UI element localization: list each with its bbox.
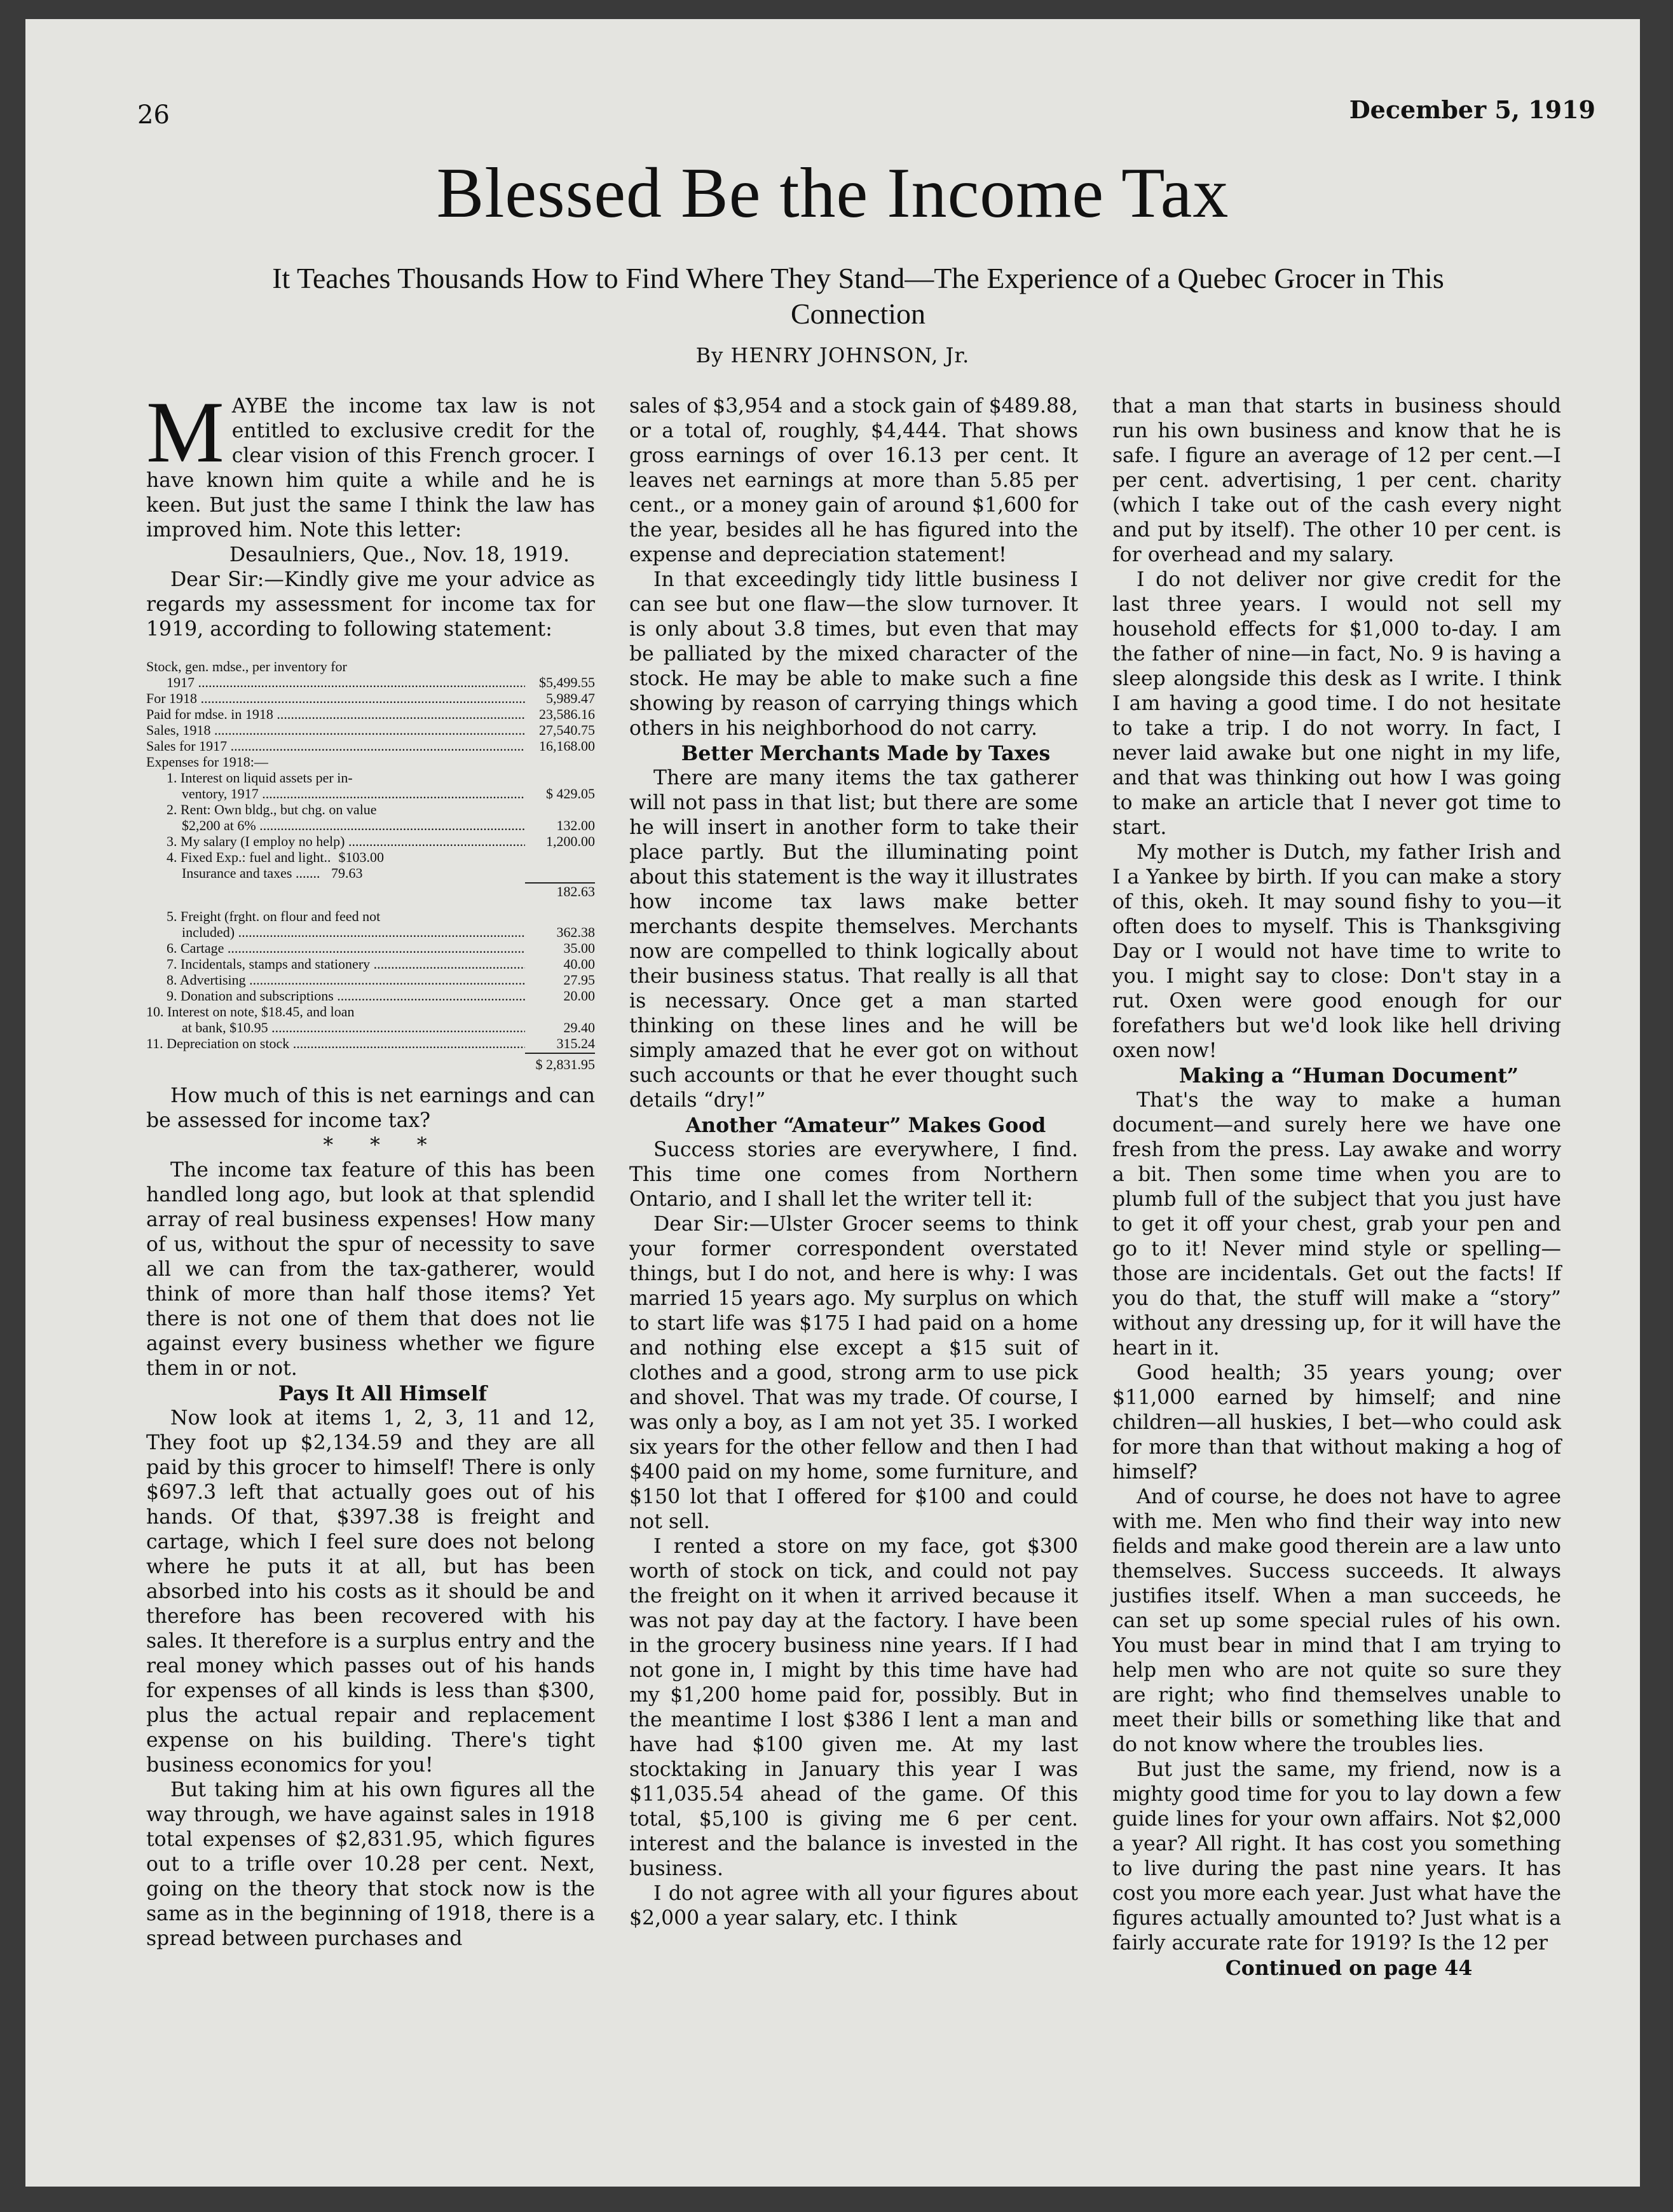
paragraph: that a man that starts in business should run his own business and know that he is safe. I figure an average of 12 per cent.—I per cent. advertising, 1 per cent. charity (which I take out of the cash every night and put by itself). The other 10 per cent. is for overhead and my salary. <box>1112 395 1561 566</box>
statement-row: Expenses for 1918:— <box>146 754 268 770</box>
paragraph: I do not deliver nor give credit for the last three years. I would not sell my household effects for $1,000 to-day. I am the father of nine—in fact, No. 9 is having a sleep alongside this desk as I write. I think I am having a good time. I do not hesitate to take a trip. I do not worry. In fact, I never laid awake but one night in my life, and that was thinking out how I was going to make an article that I never got time to start. <box>1112 568 1561 839</box>
paragraph: There are many items the tax gatherer will not pass in that list; but there are some he will insert in another form to take their place partly. But the illuminating point about this statement is the way it illustrates how income tax laws make better merchants despite themselves. Merchants now are compelled to think logically about their business status. That really is all that is necessary. Once get a man started thinking on these lines and he will be simply amazed that he ever got on without such accounts or that he ever thought such details “dry!” <box>629 767 1078 1112</box>
statement-row: 9. Donation and subscriptions ..... 20.00 <box>146 988 595 1004</box>
continued-link[interactable]: Continued on page 44 <box>1225 1956 1473 1980</box>
section-heading: Better Merchants Made by Taxes <box>681 742 1051 765</box>
statement-row: ventory, 1917 ..... $ 429.05 <box>146 786 595 802</box>
statement-row: 8. Advertising ..... 27.95 <box>146 972 595 988</box>
page-number: 26 <box>137 100 170 130</box>
statement-row: Insurance and taxes ....... 79.63 <box>182 865 363 881</box>
paragraph: Success stories are everywhere, I find. This time one comes from Northern Ontario, and I shall let the writer tell it: <box>629 1138 1078 1211</box>
paragraph: My mother is Dutch, my father Irish and I a Yankee by birth. If you can make a story of this, okeh. It may sound fishy to you—it often does to myself. This is Thanksgiving Day or I would not have time to write to you. I might say to close: Don't stay in a rut. Oxen were good enough for our forefathers but we'd look like hell driving oxen now! <box>1112 841 1561 1062</box>
column-2 <box>629 394 1078 1931</box>
paragraph: Dear Sir:—Ulster Grocer seems to think your former correspondent overstated things, but I do not, and here is why: I was married 15 years ago. My surplus on which to start life was $175 I had paid on a home and nothing else except a $15 suit of clothes and a good, strong arm to use pick and shovel. That was my trade. Of course, I was only a boy, as I am not yet 35. I worked six years for the other fellow and then I had $400 paid on my home, some furniture, and $150 lot that I offered for $100 and could not sell. <box>629 1213 1078 1533</box>
statement-row: 3. My salary (I employ no help) ..... 1,200.00 <box>146 833 595 849</box>
paragraph: That's the way to make a human document—and surely here we have one fresh from the press. Lay awake and worry a bit. Then some time when you are to plumb full of the subject that you just have to get it off your chest, grab your pen and go to it! Never mind style or spelling—those are incidentals. Get out the facts! If you do that, the stuff will make a “story” without any dressing up, for it will have the heart in it. <box>1112 1089 1561 1360</box>
paragraph: But just the same, my friend, now is a mighty good time for you to lay down a few guide lines for your own affairs. Not $2,000 a year? All right. It has cost you something to live during the past nine years. It has cost you more each year. Just what have the figures actually amounted to? Just what is a fairly accurate rate for 1919? Is the 12 per <box>1112 1758 1561 1955</box>
issue-date: December 5, 1919 <box>1349 95 1595 124</box>
expense-statement <box>146 659 595 1072</box>
section-heading: Making a “Human Document” <box>1178 1064 1519 1088</box>
statement-row: Stock, gen. mdse., per inventory for <box>146 659 347 674</box>
byline: By HENRY JOHNSON, Jr. <box>695 343 970 367</box>
article-title: Blessed Be the Income Tax <box>436 154 1229 233</box>
statement-row: 1917 ..... $5,499.55 <box>146 674 595 690</box>
paragraph: And of course, he does not have to agree with me. Men who find their way into new fields and make good therein are a law unto themselves. Success succeeds. It always justifies itself. When a man succeeds, he can set up some special rules of his own. You must bear in mind that I am trying to help men who are not quite so sure they are right; who find themselves unable to meet their bills or something like that and do not know where the troubles lies. <box>1112 1485 1561 1756</box>
article-subtitle: It Teaches Thousands How to Find Where They Stand—The Experience of a Quebec Grocer in This Connection <box>272 262 1444 330</box>
column-1 <box>146 383 595 1951</box>
section-heading: Another “Amateur” Makes Good <box>685 1114 1046 1137</box>
statement-row: 7. Incidentals, stamps and stationery ..... 40.00 <box>146 956 595 972</box>
total-rule <box>525 1053 595 1054</box>
statement-row: Sales, 1918 ..... 27,540.75 <box>146 722 595 738</box>
statement-row: $2,200 at 6% ..... 132.00 <box>146 817 595 833</box>
statement-row: 6. Cartage ..... 35.00 <box>146 940 595 956</box>
paragraph: sales of $3,954 and a stock gain of $489.88, or a total of, roughly, $4,444. That shows gross earnings of over 16.13 per cent. It leaves net earnings at more than 5.85 per cent., or a money gain of around $1,600 for the year, besides all he has figured into the expense and depreciation statement! <box>629 395 1078 566</box>
section-break: * * * <box>323 1134 442 1157</box>
statement-row: 11. Depreciation on stock ..... 315.24 <box>146 1035 595 1051</box>
statement-row: Paid for mdse. in 1918 ..... 23,586.16 <box>146 706 595 722</box>
section-heading: Pays It All Himself <box>278 1382 488 1405</box>
statement-row: 4. Fixed Exp.: fuel and light.. $103.00 <box>167 849 384 865</box>
statement-row: Sales for 1917 ..... 16,168.00 <box>146 738 595 754</box>
statement-row: 2. Rent: Own bldg., but chg. on value <box>167 802 377 817</box>
statement-row: 5. Freight (frght. on flour and feed not <box>167 908 381 924</box>
paragraph: The income tax feature of this has been handled long ago, but look at that splendid array of real business expenses! How many of us, without the spur of necessity to save all we can from the tax-gatherer, would think of more than half those items? Yet there is not one of them that does not lie against every business whether we figure them in or not. <box>146 1159 595 1380</box>
paragraph: But taking him at his own figures all the way through, we have against sales in 1918 total expenses of $2,831.95, which figures out to a trifle over 10.28 per cent. Next, going on the theory that stock now is the same as in the beginning of 1918, there is a spread between purchases and <box>146 1778 595 1950</box>
paragraph: MAYBE the income tax law is not entitled to exclusive credit for the clear vision of this French grocer. I have known him quite a while and he is keen. But just the same I think the law has improved him. Note this letter: <box>146 383 595 542</box>
paragraph: Good health; 35 years young; over $11,000 earned by himself; and nine children—all huskies, I bet—who could ask for more than that without making a hog of himself? <box>1112 1362 1561 1484</box>
statement-row: 10. Interest on note, $18.45, and loan <box>146 1004 355 1020</box>
paragraph: Now look at items 1, 2, 3, 11 and 12, They foot up $2,134.59 and they are all paid by this grocer to himself! There is only $697.3 left that actually goes out of his hands. Of that, $397.38 is freight and cartage, which I feel sure does not belong where he puts it at all, but has been absorbed into his costs as it should be and therefore has been recovered with his sales. It therefore is a surplus entry and the real money which passes out of his hands for expenses of all kinds is less than $300, plus the actual repair and replacement expense on his building. There's tight business economics for you! <box>146 1407 595 1777</box>
paragraph: I rented a store on my face, got $300 worth of stock on tick, and could not pay the freight on it when it arrived because it was not pay day at the factory. I have been in the grocery business nine years. If I had not gone in, I might by this time have had my $1,200 home paid for, possibly. But in the meantime I lost $386 I lent a man and have had $100 given me. At my last stocktaking in January this year I was $11,035.54 ahead of the game. Of this total, $5,100 is giving me 6 per cent. interest and the balance is invested in the business. <box>629 1535 1078 1880</box>
statement-total: $ 2,831.95 <box>535 1056 595 1072</box>
statement-row: For 1918 ..... 5,989.47 <box>146 690 595 706</box>
paragraph: In that exceedingly tidy little business I can see but one flaw—the slow turnover. It is only about 3.8 times, but even that may be palliated by the mixed character of the stock. He may be able to make such a fine showing by reason of carrying things which others in his neighborhood do not carry. <box>629 568 1078 740</box>
statement-row: 182.63 <box>556 884 595 899</box>
statement-row: included) ..... 362.38 <box>146 924 595 940</box>
letter-dateline: Desaulniers, Que., Nov. 18, 1919. <box>229 543 570 566</box>
drop-cap: M <box>146 383 224 481</box>
statement-row: 1. Interest on liquid assets per in- <box>167 770 353 786</box>
magazine-page <box>25 19 1640 2187</box>
paragraph: I do not agree with all your figures about $2,000 a year salary, etc. I think <box>629 1882 1078 1930</box>
paragraph: Dear Sir:—Kindly give me your advice as regards my assessment for income tax for 1919, according to following statement: <box>146 568 595 641</box>
paragraph: How much of this is net earnings and can be assessed for income tax? <box>146 1084 595 1132</box>
column-3 <box>1112 394 1561 1981</box>
statement-row: at bank, $10.95 ..... 29.40 <box>146 1020 595 1035</box>
